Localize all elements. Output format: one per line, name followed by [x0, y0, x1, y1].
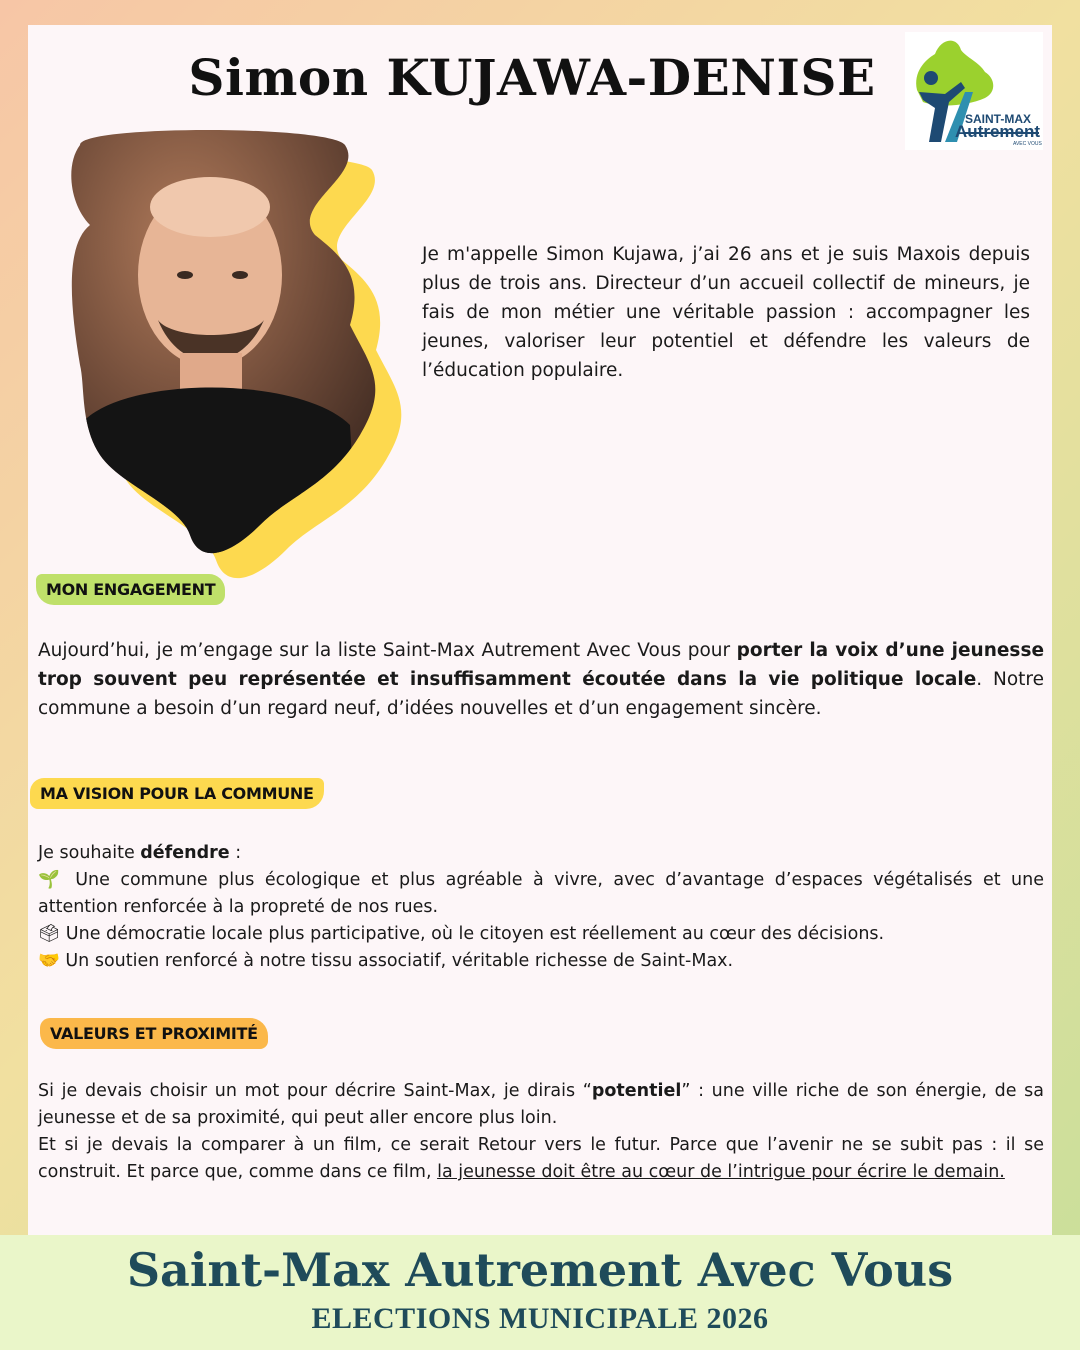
vision-intro-start: Je souhaite — [38, 843, 141, 863]
engagement-text-end: . Notre commune a besoin d’un regard neuf, d’idées nouvelles et d’un engagement sincère. — [38, 669, 1044, 719]
logo-text-avec-vous: AVEC VOUS — [1013, 141, 1042, 147]
values-paragraph-1 — [38, 1078, 1044, 1132]
list-item — [38, 948, 1044, 975]
candidate-name: Simon KUJAWA-DENISE — [188, 48, 876, 107]
list-item-text: Une commune plus écologique et plus agréable à vivre, avec d’avantage d’espaces végétalisés et une attention renforcée à la propreté de nos rues. — [38, 870, 1044, 917]
footer-subtitle: ELECTIONS MUNICIPALE 2026 — [311, 1302, 769, 1335]
logo-text-saint-max: SAINT-MAX — [965, 112, 1031, 126]
section-heading-values: VALEURS ET PROXIMITÉ — [40, 1018, 268, 1049]
party-logo — [905, 32, 1043, 150]
list-item-text: Une démocratie locale plus participative, où le citoyen est réellement au cœur des décisions. — [65, 924, 885, 944]
vision-intro-bold: défendre — [140, 843, 230, 863]
values-p2-start: Et si je devais la comparer à un film, ce serait Retour vers le futur. Parce que l’avenir ne se subit pas : il se construit. Et parce que, comme dans ce film, — [38, 1135, 1044, 1182]
candidate-photo — [60, 125, 420, 595]
vision-intro-end: : — [229, 843, 242, 863]
list-item — [38, 867, 1044, 921]
engagement-paragraph — [38, 636, 1044, 723]
footer-title: Saint-Max Autrement Avec Vous — [126, 1243, 954, 1297]
values-p1-end: ” : une ville riche de son énergie, de sa jeunesse et de sa proximité, qui peut aller encore plus loin. — [38, 1081, 1044, 1128]
logo-text-autrement: Autrement — [955, 122, 1041, 141]
section-heading-vision: MA VISION POUR LA COMMUNE — [30, 778, 324, 809]
footer-banner — [0, 1235, 1080, 1350]
section-heading-engagement: MON ENGAGEMENT — [36, 574, 225, 605]
vision-block — [38, 840, 1044, 975]
values-p2-underline: la jeunesse doit être au cœur de l’intrigue pour écrire le demain. — [437, 1162, 1005, 1182]
values-block — [38, 1078, 1044, 1186]
values-p1-start: Si je devais choisir un mot pour décrire Saint-Max, je dirais “ — [38, 1081, 592, 1101]
engagement-text-bold: porter la voix d’une jeunesse trop souvent peu représentée et insuffisamment écoutée dans la vie politique locale — [38, 640, 1044, 690]
values-paragraph-2 — [38, 1132, 1044, 1186]
list-item-text: Un soutien renforcé à notre tissu associatif, véritable richesse de Saint-Max. — [65, 951, 734, 971]
handshake-icon: 🤝 — [38, 951, 60, 971]
intro-paragraph: Je m'appelle Simon Kujawa, j’ai 26 ans et je suis Maxois depuis plus de trois ans. Directeur d’un accueil collectif de mineurs, je fais de mon métier une véritable passion : accompagner les jeunes, valoriser leur potentiel et défendre les valeurs de l’éducation populaire. — [422, 244, 1030, 381]
list-item — [38, 921, 1044, 948]
engagement-text-start: Aujourd’hui, je m’engage sur la liste Saint-Max Autrement Avec Vous pour — [38, 640, 737, 661]
ballot-box-icon: 🗳 — [38, 924, 61, 944]
vision-intro — [38, 840, 1044, 867]
seedling-icon: 🌱 — [38, 870, 65, 890]
values-p1-bold: potentiel — [591, 1081, 682, 1101]
